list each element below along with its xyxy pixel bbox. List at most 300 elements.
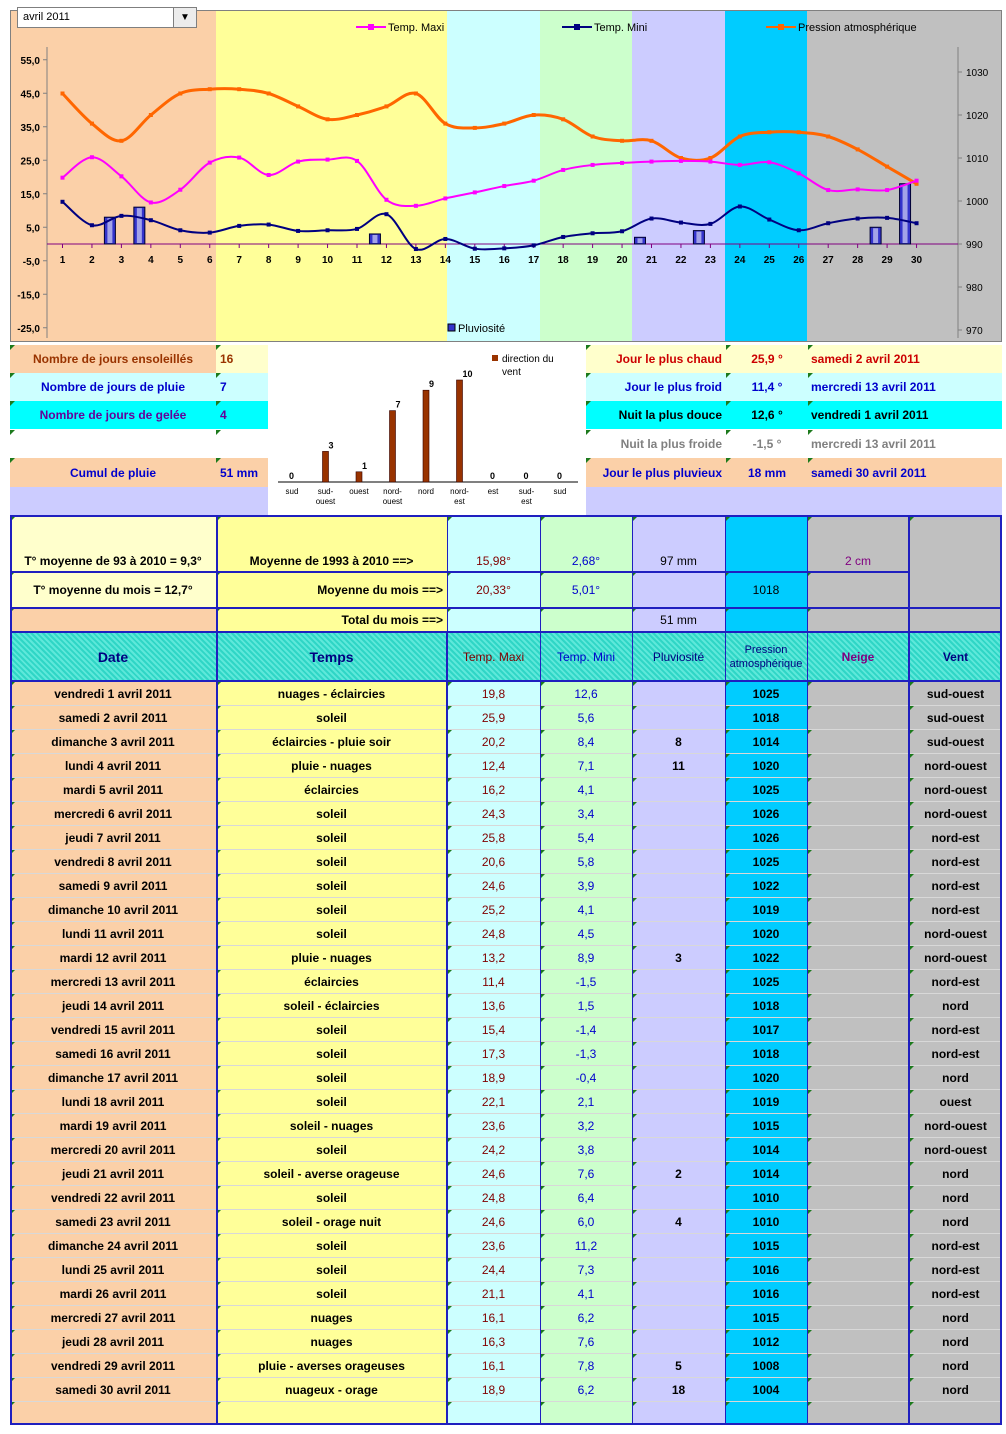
summary-col-border — [632, 517, 633, 632]
mois-neige-value — [807, 572, 909, 608]
row-temp-maxi: 24,4 — [447, 1258, 540, 1282]
row-neige — [807, 1114, 909, 1138]
stat-value-4 — [216, 430, 268, 458]
row-vent: nord-ouest — [909, 1138, 1002, 1162]
row-vent: nord-est — [909, 1282, 1002, 1306]
pressure-point — [119, 139, 123, 143]
summary-col-border — [1000, 517, 1002, 632]
row-pression: 1010 — [725, 1210, 807, 1234]
mois-mini-value: 5,01° — [540, 572, 632, 608]
temp-maxi-point — [90, 155, 94, 159]
temp-maxi-point — [915, 179, 919, 183]
row-date: jeudi 28 avril 2011 — [10, 1330, 216, 1354]
pressure-point — [326, 117, 330, 121]
stat-label-4 — [10, 430, 216, 458]
pressure-point — [561, 117, 565, 121]
temp-maxi-point — [178, 188, 182, 192]
mois-maxi-value: 20,33° — [447, 572, 540, 608]
row-temp-maxi: 13,6 — [447, 994, 540, 1018]
summary-vent-cell — [909, 517, 1002, 632]
row-vent: nord — [909, 1330, 1002, 1354]
row-vent: nord — [909, 1066, 1002, 1090]
record-value-3: 12,6 ° — [726, 401, 808, 429]
row-temp-mini: 3,4 — [540, 802, 632, 826]
pressure-point — [178, 92, 182, 96]
summary-row-border — [10, 607, 1002, 609]
temp-maxi-point — [620, 161, 624, 165]
row-vent: nord-est — [909, 850, 1002, 874]
legend-temp-mini: Temp. Mini — [594, 22, 648, 34]
pressure-point — [826, 135, 830, 139]
temp-maxi-point — [856, 187, 860, 191]
row-vent: nord — [909, 1210, 1002, 1234]
pressure-point — [208, 87, 212, 91]
row-temps: soleil — [216, 922, 447, 946]
temp-maxi-point — [355, 159, 359, 163]
row-pluviosite — [632, 778, 725, 802]
row-pression: 1019 — [725, 1090, 807, 1114]
temp-mini-point — [620, 229, 624, 233]
temp-maxi-point — [414, 204, 418, 208]
legend-pression: Pression atmosphérique — [798, 22, 917, 34]
row-pluviosite — [632, 1114, 725, 1138]
temp-mini-point — [355, 227, 359, 231]
temp-maxi-point — [679, 159, 683, 163]
row-date: mardi 5 avril 2011 — [10, 778, 216, 802]
wind-category-label: sud — [285, 487, 299, 496]
row-neige — [807, 730, 909, 754]
row-neige — [807, 1330, 909, 1354]
row-neige — [807, 1138, 909, 1162]
header-date: Date — [10, 633, 216, 681]
row-temps: soleil — [216, 898, 447, 922]
wind-legend: direction du — [502, 354, 554, 365]
x-tick-label: 10 — [321, 255, 334, 266]
row-pression: 1017 — [725, 1018, 807, 1042]
record-date-3: vendredi 1 avril 2011 — [808, 401, 1002, 429]
row-temp-mini: 7,1 — [540, 754, 632, 778]
temp-mini-point — [650, 217, 654, 221]
row-temp-mini: 2,1 — [540, 1090, 632, 1114]
row-pluviosite — [632, 682, 725, 706]
row-pression: 1012 — [725, 1330, 807, 1354]
temp-mini-point — [502, 246, 506, 250]
row-pression: 1026 — [725, 826, 807, 850]
row-temps: pluie - nuages — [216, 946, 447, 970]
dropdown-arrow-icon[interactable]: ▼ — [173, 8, 196, 27]
row-temp-mini: 4,1 — [540, 1282, 632, 1306]
wind-category-label: ouest — [315, 497, 336, 506]
avg-month-label: T° moyenne du mois = 12,7° — [10, 572, 216, 608]
pressure-point — [61, 92, 65, 96]
row-date: samedi 16 avril 2011 — [10, 1042, 216, 1066]
temp-mini-point — [296, 229, 300, 233]
temp-mini-point — [532, 243, 536, 247]
row-pluviosite — [632, 970, 725, 994]
table-col-border — [725, 633, 726, 1424]
row-neige — [807, 706, 909, 730]
temp-maxi-point — [591, 163, 595, 167]
table-col-border — [632, 633, 633, 1424]
row-date: jeudi 21 avril 2011 — [10, 1162, 216, 1186]
row-temp-mini: 4,1 — [540, 778, 632, 802]
total-mini — [540, 608, 632, 632]
x-tick-label: 18 — [557, 255, 569, 266]
summary-col-border — [447, 517, 448, 632]
row-neige — [807, 1018, 909, 1042]
row-date: dimanche 3 avril 2011 — [10, 730, 216, 754]
row-date: mercredi 20 avril 2011 — [10, 1138, 216, 1162]
x-tick-label: 24 — [734, 255, 746, 266]
row-date: lundi 11 avril 2011 — [10, 922, 216, 946]
x-tick-label: 16 — [498, 255, 510, 266]
row-temp-mini: 1,5 — [540, 994, 632, 1018]
x-tick-label: 14 — [439, 255, 451, 266]
row-pluviosite: 3 — [632, 946, 725, 970]
temp-maxi-point — [561, 168, 565, 172]
row-temps: soleil — [216, 850, 447, 874]
temp-maxi-point — [708, 160, 712, 164]
temp-maxi-point — [61, 176, 65, 180]
row-pluviosite: 4 — [632, 1210, 725, 1234]
row-neige — [807, 682, 909, 706]
x-tick-label: 7 — [236, 255, 242, 266]
row-date: jeudi 14 avril 2011 — [10, 994, 216, 1018]
summary-row-border — [10, 571, 908, 573]
row-temp-mini: 5,6 — [540, 706, 632, 730]
stats-filler-right — [586, 487, 1002, 515]
row-pluviosite: 8 — [632, 730, 725, 754]
row-temps: soleil — [216, 706, 447, 730]
row-temps: soleil — [216, 1258, 447, 1282]
wind-value-label: 3 — [328, 440, 334, 451]
stat-label-3: Nombre de jours de gelée — [10, 401, 216, 429]
pressure-point — [738, 135, 742, 139]
row-neige — [807, 778, 909, 802]
total-maxi — [447, 608, 540, 632]
row-temp-mini: 6,0 — [540, 1210, 632, 1234]
record-date-5: samedi 30 avril 2011 — [808, 458, 1002, 487]
row-temps: nuages - éclaircies — [216, 682, 447, 706]
table-col-border — [216, 633, 218, 1424]
moyenne-mois-label: Moyenne du mois ==> — [216, 572, 447, 608]
row-pluviosite: 18 — [632, 1378, 725, 1402]
row-vent: nord-est — [909, 874, 1002, 898]
legend-temp-maxi: Temp. Maxi — [388, 22, 445, 34]
row-neige — [807, 994, 909, 1018]
temp-mini-point — [738, 204, 742, 208]
row-temps: nuages — [216, 1330, 447, 1354]
row-pluviosite — [632, 1186, 725, 1210]
row-empty — [216, 1402, 447, 1424]
total-empty — [10, 608, 216, 632]
row-vent: nord-ouest — [909, 1114, 1002, 1138]
temp-maxi-point — [208, 161, 212, 165]
temp-maxi-point — [797, 171, 801, 175]
temp-maxi-point — [738, 163, 742, 167]
pressure-point — [296, 104, 300, 108]
x-tick-label: 15 — [469, 255, 481, 266]
moyenne-mini-value: 2,68° — [540, 517, 632, 572]
row-vent: nord-est — [909, 898, 1002, 922]
summary-col-border — [10, 517, 12, 632]
temp-maxi-point — [443, 196, 447, 200]
mois-pluie-value — [632, 572, 725, 608]
row-pluviosite — [632, 1330, 725, 1354]
row-vent: nord — [909, 994, 1002, 1018]
row-temp-maxi: 18,9 — [447, 1378, 540, 1402]
left-tick-label: 5,0 — [26, 223, 40, 235]
temp-mini-point — [237, 224, 241, 228]
row-date: vendredi 29 avril 2011 — [10, 1354, 216, 1378]
wind-value-label: 7 — [395, 399, 401, 410]
left-tick-label: -15,0 — [17, 290, 40, 302]
row-vent: nord-est — [909, 1258, 1002, 1282]
row-temp-maxi: 18,9 — [447, 1066, 540, 1090]
row-pression: 1020 — [725, 754, 807, 778]
row-pluviosite — [632, 1018, 725, 1042]
row-date: samedi 2 avril 2011 — [10, 706, 216, 730]
row-vent: nord-est — [909, 970, 1002, 994]
row-neige — [807, 1354, 909, 1378]
row-vent: nord-est — [909, 1042, 1002, 1066]
x-tick-label: 6 — [206, 255, 213, 266]
x-tick-label: 9 — [295, 255, 301, 266]
row-date: mardi 12 avril 2011 — [10, 946, 216, 970]
row-pression: 1014 — [725, 1138, 807, 1162]
row-pluviosite — [632, 1234, 725, 1258]
row-temp-maxi: 17,3 — [447, 1042, 540, 1066]
left-tick-label: 45,0 — [20, 89, 40, 101]
row-temp-mini: 3,2 — [540, 1114, 632, 1138]
row-neige — [807, 1258, 909, 1282]
row-pression: 1025 — [725, 970, 807, 994]
row-temp-maxi: 24,8 — [447, 922, 540, 946]
row-pluviosite — [632, 1258, 725, 1282]
row-temp-mini: 7,6 — [540, 1330, 632, 1354]
row-vent: nord — [909, 1186, 1002, 1210]
summary-col-border — [908, 517, 910, 632]
temp-mini-point — [797, 228, 801, 232]
row-temp-maxi: 24,8 — [447, 1186, 540, 1210]
row-pluviosite — [632, 922, 725, 946]
pressure-point — [885, 165, 889, 169]
row-date: lundi 18 avril 2011 — [10, 1090, 216, 1114]
pressure-point — [767, 130, 771, 134]
row-date: dimanche 10 avril 2011 — [10, 898, 216, 922]
row-pression: 1014 — [725, 1162, 807, 1186]
header-neige: Neige — [807, 633, 909, 681]
row-vent: nord-est — [909, 1234, 1002, 1258]
row-temps: nuages — [216, 1306, 447, 1330]
avg-93-2010-label: T° moyenne de 93 à 2010 = 9,3° — [10, 517, 216, 572]
left-tick-label: -25,0 — [17, 323, 40, 335]
record-label-1: Jour le plus chaud — [586, 345, 726, 373]
temp-mini-point — [61, 200, 65, 204]
row-pression: 1019 — [725, 898, 807, 922]
wind-category-label: ouest — [382, 497, 403, 506]
row-neige — [807, 754, 909, 778]
x-tick-label: 27 — [822, 255, 834, 266]
pressure-point — [384, 104, 388, 108]
row-temps: soleil — [216, 1018, 447, 1042]
temp-maxi-line — [63, 157, 917, 206]
row-pluviosite — [632, 994, 725, 1018]
row-empty — [10, 1402, 216, 1424]
row-pluviosite — [632, 826, 725, 850]
row-pluviosite — [632, 1090, 725, 1114]
table-col-border — [10, 633, 12, 1424]
wind-value-label: 0 — [490, 471, 496, 481]
pressure-point — [532, 113, 536, 117]
record-label-2: Jour le plus froid — [586, 373, 726, 401]
table-col-border — [446, 633, 448, 1424]
total-neige — [807, 608, 909, 632]
pressure-point — [149, 113, 153, 117]
wind-category-label: sud- — [317, 487, 334, 496]
x-tick-label: 17 — [528, 255, 540, 266]
temp-mini-point — [473, 247, 477, 251]
row-vent: nord-ouest — [909, 754, 1002, 778]
row-date: jeudi 7 avril 2011 — [10, 826, 216, 850]
summary-col-border — [725, 517, 726, 632]
row-pluviosite — [632, 874, 725, 898]
row-neige — [807, 850, 909, 874]
pressure-point — [414, 92, 418, 96]
row-temp-mini: 8,4 — [540, 730, 632, 754]
row-date: vendredi 22 avril 2011 — [10, 1186, 216, 1210]
row-vent: sud-ouest — [909, 706, 1002, 730]
row-neige — [807, 1090, 909, 1114]
record-value-2: 11,4 ° — [726, 373, 808, 401]
row-temp-mini: -1,4 — [540, 1018, 632, 1042]
right-tick-label: 980 — [966, 283, 983, 294]
month-dropdown[interactable] — [17, 7, 197, 28]
x-tick-label: 13 — [410, 255, 422, 266]
row-vent: nord-est — [909, 826, 1002, 850]
table-col-border — [807, 633, 808, 1424]
wind-bar — [423, 390, 429, 482]
x-tick-label: 12 — [380, 255, 393, 266]
stats-filler-left — [10, 487, 268, 515]
wind-bar — [457, 380, 463, 482]
header-temp-maxi: Temp. Maxi — [447, 633, 540, 681]
row-neige — [807, 1378, 909, 1402]
record-label-5: Jour le plus pluvieux — [586, 458, 726, 487]
row-temp-mini: 5,8 — [540, 850, 632, 874]
row-neige — [807, 1282, 909, 1306]
x-tick-label: 11 — [351, 255, 363, 266]
row-pression: 1025 — [725, 850, 807, 874]
stat-value-1: 16 — [216, 345, 268, 373]
wind-category-label: est — [487, 487, 499, 496]
temp-mini-point — [178, 228, 182, 232]
temp-mini-point — [826, 221, 830, 225]
row-temps: pluie - nuages — [216, 754, 447, 778]
row-pression: 1018 — [725, 706, 807, 730]
row-pluviosite — [632, 1306, 725, 1330]
row-pression: 1016 — [725, 1282, 807, 1306]
row-temp-mini: 8,9 — [540, 946, 632, 970]
row-vent: nord — [909, 1354, 1002, 1378]
record-value-4: -1,5 ° — [726, 430, 808, 458]
temp-maxi-point — [650, 160, 654, 164]
row-temp-maxi: 24,6 — [447, 1162, 540, 1186]
x-tick-label: 19 — [587, 255, 599, 266]
temp-maxi-point — [384, 198, 388, 202]
record-value-5: 18 mm — [726, 458, 808, 487]
header-temps: Temps — [216, 633, 447, 681]
row-pression: 1020 — [725, 1066, 807, 1090]
pressure-point — [355, 113, 359, 117]
row-neige — [807, 946, 909, 970]
row-temp-mini: -1,3 — [540, 1042, 632, 1066]
x-tick-label: 4 — [148, 255, 154, 266]
temp-maxi-point — [237, 156, 241, 160]
row-vent: nord — [909, 1306, 1002, 1330]
month-dropdown-value: avril 2011 — [23, 11, 70, 23]
wind-bar — [390, 411, 396, 482]
row-temps: soleil — [216, 874, 447, 898]
moyenne-neige-value: 2 cm — [807, 517, 909, 572]
row-vent: nord — [909, 1162, 1002, 1186]
wind-category-label: sud — [553, 487, 567, 496]
row-pression: 1025 — [725, 682, 807, 706]
row-temps: soleil - éclaircies — [216, 994, 447, 1018]
row-empty — [632, 1402, 725, 1424]
temp-maxi-point — [119, 174, 123, 178]
pressure-point — [856, 147, 860, 151]
row-pression: 1018 — [725, 994, 807, 1018]
row-temp-maxi: 24,3 — [447, 802, 540, 826]
row-pression: 1014 — [725, 730, 807, 754]
left-tick-label: 55,0 — [20, 55, 40, 67]
record-date-4: mercredi 13 avril 2011 — [808, 430, 1002, 458]
row-date: samedi 23 avril 2011 — [10, 1210, 216, 1234]
pressure-point — [90, 122, 94, 126]
row-temps: soleil — [216, 826, 447, 850]
row-date: samedi 9 avril 2011 — [10, 874, 216, 898]
temp-maxi-point — [149, 200, 153, 204]
row-temps: soleil — [216, 1042, 447, 1066]
header-temp-mini: Temp. Mini — [540, 633, 632, 681]
row-temp-maxi: 24,6 — [447, 1210, 540, 1234]
row-pluviosite: 5 — [632, 1354, 725, 1378]
table-col-border — [908, 633, 910, 1424]
wind-category-label: sud- — [518, 487, 535, 496]
x-tick-label: 22 — [675, 255, 687, 266]
row-pression: 1015 — [725, 1114, 807, 1138]
row-pluviosite — [632, 1138, 725, 1162]
row-empty — [540, 1402, 632, 1424]
total-pression — [725, 608, 807, 632]
row-temp-maxi: 16,1 — [447, 1306, 540, 1330]
row-temp-maxi: 21,1 — [447, 1282, 540, 1306]
stat-value-2: 7 — [216, 373, 268, 401]
right-tick-label: 1010 — [966, 154, 989, 165]
x-tick-label: 8 — [265, 255, 272, 266]
row-neige — [807, 802, 909, 826]
row-pluviosite — [632, 706, 725, 730]
row-date: lundi 25 avril 2011 — [10, 1258, 216, 1282]
weather-line-chart — [0, 0, 1006, 345]
row-temps: soleil — [216, 1234, 447, 1258]
row-vent: ouest — [909, 1090, 1002, 1114]
wind-value-label: 10 — [462, 369, 473, 379]
row-neige — [807, 970, 909, 994]
temp-mini-point — [414, 247, 418, 251]
row-temp-mini: 3,8 — [540, 1138, 632, 1162]
